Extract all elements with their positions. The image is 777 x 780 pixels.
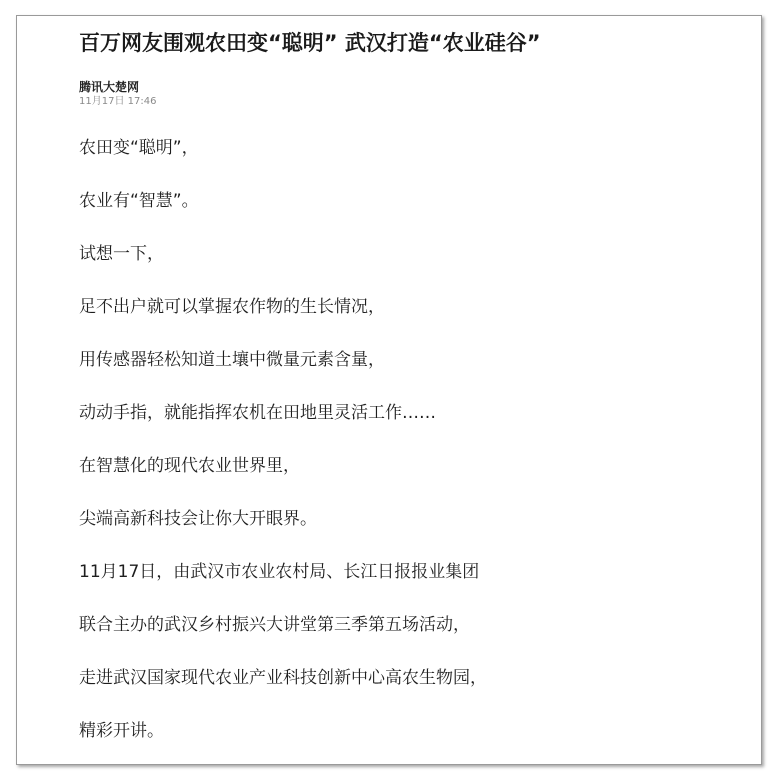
article-headline: 百万网友围观农田变“聪明” 武汉打造“农业硅谷” — [79, 31, 541, 55]
article — [79, 26, 739, 765]
publish-timestamp: 11月17日 17:46 — [79, 96, 157, 107]
paragraph: 精彩开讲。 — [79, 721, 164, 741]
paragraph: 动动手指，就能指挥农机在田地里灵活工作…… — [79, 403, 436, 423]
paragraph: 足不出户就可以掌握农作物的生长情况， — [79, 297, 385, 317]
paragraph: 联合主办的武汉乡村振兴大讲堂第三季第五场活动， — [79, 615, 470, 635]
source-name[interactable]: 腾讯大楚网 — [79, 80, 140, 94]
paragraph: 试想一下， — [79, 244, 164, 264]
paragraph: 走进武汉国家现代农业产业科技创新中心高农生物园， — [79, 668, 487, 688]
paragraph: 在智慧化的现代农业世界里， — [79, 456, 300, 476]
paragraph: 尖端高新科技会让你大开眼界。 — [79, 509, 317, 529]
paragraph: 农业有“智慧”。 — [79, 191, 199, 211]
paragraph: 11月17日，由武汉市农业农村局、长江日报报业集团 — [79, 562, 480, 582]
article-body — [79, 135, 739, 744]
paragraph: 用传感器轻松知道土壤中微量元素含量， — [79, 350, 385, 370]
paragraph: 农田变“聪明”， — [79, 138, 199, 158]
byline — [79, 80, 739, 108]
article-frame — [16, 15, 762, 765]
